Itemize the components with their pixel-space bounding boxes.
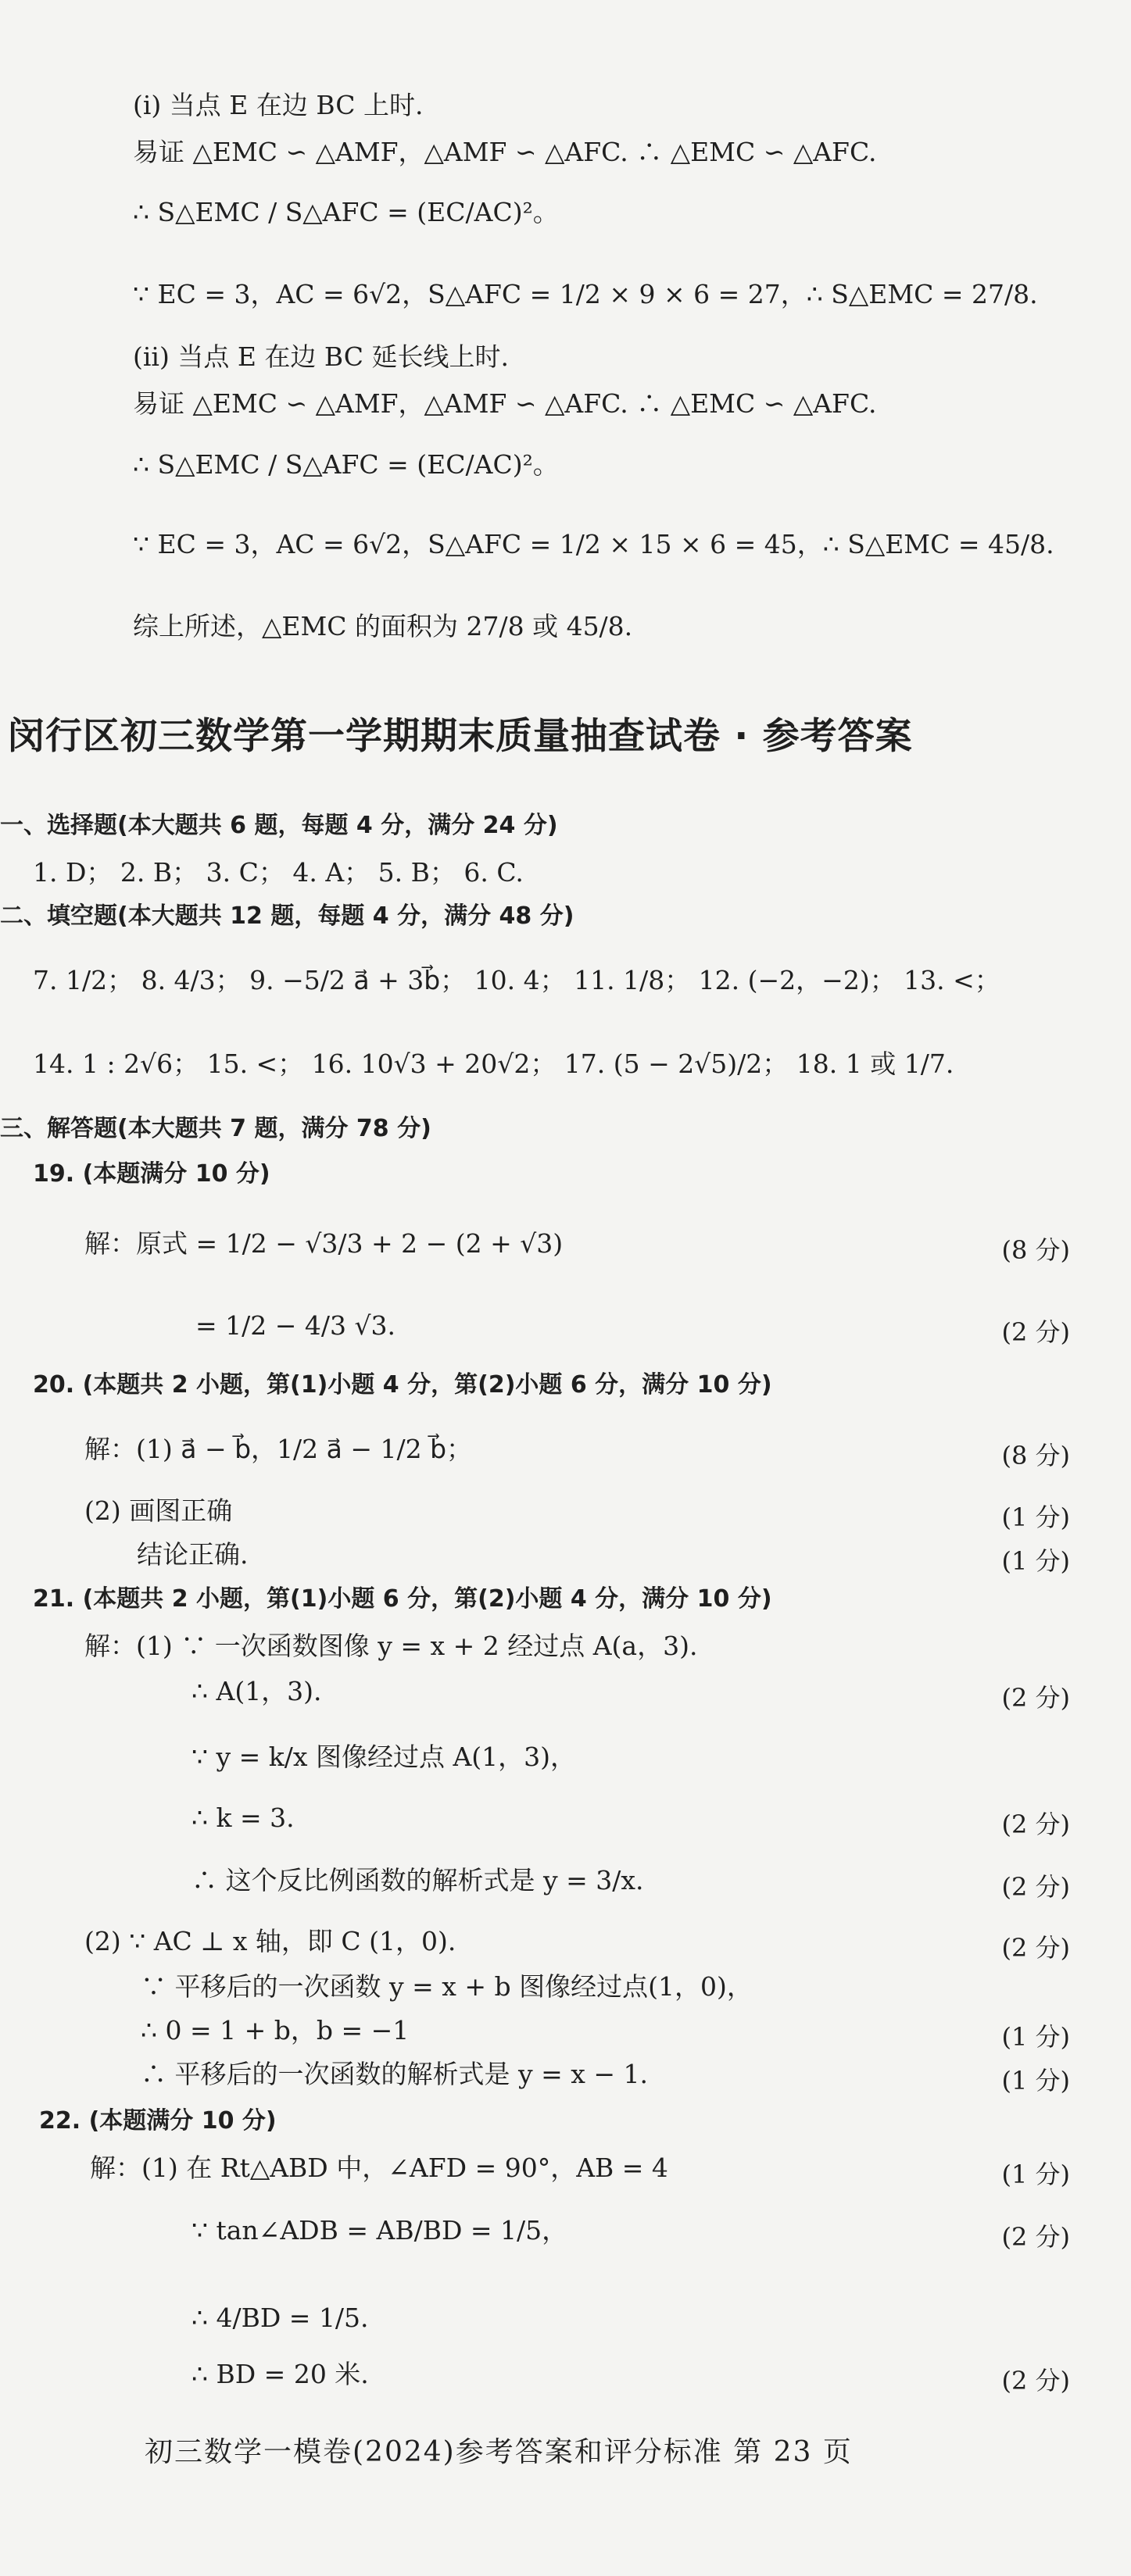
prev-line-4: ∵ EC = 3，AC = 6√2，S△AFC = 1/2 × 9 × 6 = 27，∴ S△EMC = 27/8.	[133, 279, 1038, 309]
q22-score4: (2 分)	[1001, 2366, 1070, 2396]
q20-score2: (1 分)	[1001, 1502, 1070, 1532]
q20-score1: (8 分)	[1001, 1441, 1070, 1470]
prev-line-2: 易证 △EMC ∽ △AMF，△AMF ∽ △AFC. ∴ △EMC ∽ △AFC.	[133, 137, 877, 167]
q22-label: 22. (本题满分 10 分)	[39, 2107, 277, 2135]
q20-line1: 解：(1) a⃗ − b⃗，1/2 a⃗ − 1/2 b⃗；	[84, 1434, 473, 1464]
q19-score2: (2 分)	[1001, 1317, 1070, 1347]
q21-score9: (1 分)	[1001, 2066, 1070, 2095]
q21-score4: (2 分)	[1001, 1810, 1070, 1839]
q22-line1: 解：(1) 在 Rt△ABD 中，∠AFD = 90°，AB = 4	[90, 2153, 668, 2183]
q22-line2: ∵ tan∠ADB = AB/BD = 1/5，	[191, 2215, 568, 2246]
q22-line3: ∴ 4/BD = 1/5.	[191, 2303, 369, 2333]
q19-score1: (8 分)	[1001, 1235, 1070, 1265]
q21-line5: ∴ 这个反比例函数的解析式是 y = 3/x.	[191, 1865, 644, 1895]
q22-score1: (1 分)	[1001, 2160, 1070, 2189]
page-title: 闵行区初三数学第一学期期末质量抽查试卷 · 参考答案	[8, 715, 913, 758]
section3-heading: 三、解答题(本大题共 7 题，满分 78 分)	[0, 1115, 431, 1142]
prev-line-5: (ii) 当点 E 在边 BC 延长线上时.	[133, 341, 509, 372]
q21-score2: (2 分)	[1001, 1683, 1070, 1713]
prev-line-6: 易证 △EMC ∽ △AMF，△AMF ∽ △AFC. ∴ △EMC ∽ △AFC.	[133, 388, 877, 419]
q21-line6: (2) ∵ AC ⊥ x 轴，即 C (1，0).	[84, 1926, 456, 1956]
q21-line7: ∵ 平移后的一次函数 y = x + b 图像经过点(1，0)，	[141, 1971, 753, 2002]
q21-line2: ∴ A(1，3).	[191, 1676, 322, 1706]
q19-line1: 解：原式 = 1/2 − √3/3 + 2 − (2 + √3)	[84, 1228, 564, 1259]
section2-heading: 二、填空题(本大题共 12 题，每题 4 分，满分 48 分)	[0, 902, 574, 930]
q21-line3: ∵ y = k/x 图像经过点 A(1，3)，	[191, 1742, 577, 1772]
q21-line4: ∴ k = 3.	[191, 1802, 295, 1833]
q19-label: 19. (本题满分 10 分)	[33, 1160, 270, 1188]
q21-line8: ∴ 0 = 1 + b，b = −1	[141, 2015, 410, 2045]
prev-line-1: (i) 当点 E 在边 BC 上时.	[133, 90, 424, 120]
prev-line-3: ∴ S△EMC / S△AFC = (EC/AC)²。	[133, 197, 559, 227]
section2-answers-row1: 7. 1/2； 8. 4/3； 9. −5/2 a⃗ + 3b⃗； 10. 4； 11. 1/8； 12. (−2，−2)； 13. <；	[33, 965, 1000, 995]
q20-line2: (2) 画图正确	[84, 1495, 233, 1526]
prev-line-8: ∵ EC = 3，AC = 6√2，S△AFC = 1/2 × 15 × 6 = 45，∴ S△EMC = 45/8.	[133, 529, 1054, 559]
q22-score2: (2 分)	[1001, 2222, 1070, 2252]
q20-label: 20. (本题共 2 小题，第(1)小题 4 分，第(2)小题 6 分，满分 10 分)	[33, 1371, 772, 1399]
q21-score5: (2 分)	[1001, 1872, 1070, 1902]
q22-line4: ∴ BD = 20 米.	[191, 2359, 369, 2389]
q20-line3: 结论正确.	[137, 1539, 249, 1570]
prev-line-9: 综上所述，△EMC 的面积为 27/8 或 45/8.	[133, 611, 633, 641]
q21-score6: (2 分)	[1001, 1933, 1070, 1963]
q20-score3: (1 分)	[1001, 1546, 1070, 1576]
section2-answers-row2: 14. 1 : 2√6； 15. <； 16. 10√3 + 20√2； 17. (5 − 2√5)/2； 18. 1 或 1/7.	[33, 1049, 954, 1079]
q21-line9: ∴ 平移后的一次函数的解析式是 y = x − 1.	[141, 2059, 648, 2089]
q21-line1: 解：(1) ∵ 一次函数图像 y = x + 2 经过点 A(a，3).	[84, 1631, 698, 1661]
section1-answers: 1. D； 2. B； 3. C； 4. A； 5. B； 6. C.	[33, 857, 524, 888]
q21-label: 21. (本题共 2 小题，第(1)小题 6 分，第(2)小题 4 分，满分 10 分)	[33, 1585, 772, 1613]
prev-line-7: ∴ S△EMC / S△AFC = (EC/AC)²。	[133, 449, 559, 480]
q19-line2: = 1/2 − 4/3 √3.	[195, 1310, 395, 1341]
q21-score8: (1 分)	[1001, 2022, 1070, 2052]
section1-heading: 一、选择题(本大题共 6 题，每题 4 分，满分 24 分)	[0, 812, 558, 839]
page-footer: 初三数学一模卷(2024)参考答案和评分标准 第 23 页	[145, 2436, 853, 2468]
